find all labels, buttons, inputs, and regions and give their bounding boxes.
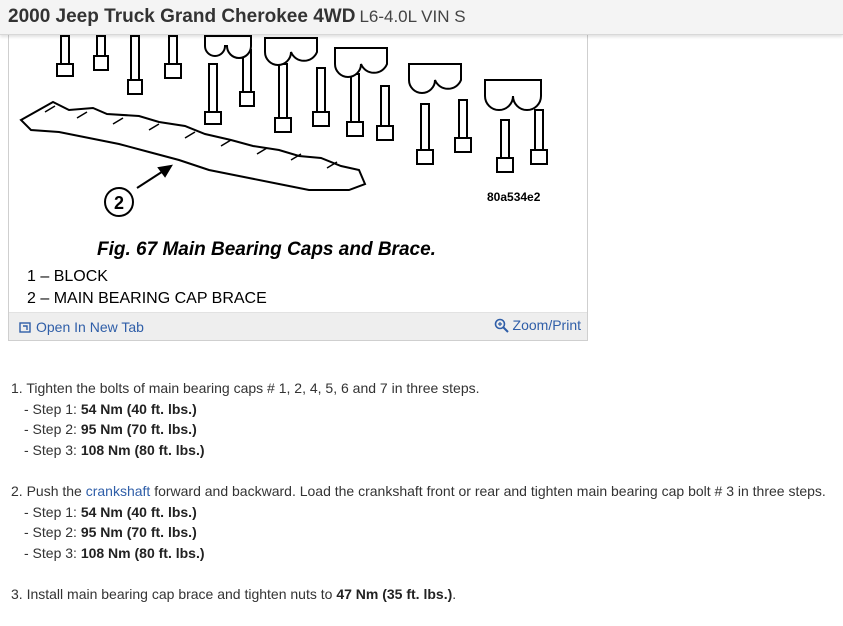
step-label: - Step 1: xyxy=(24,503,81,520)
torque-value: 54 Nm (40 ft. lbs.) xyxy=(80,400,197,417)
torque-value: 47 Nm (35 ft. lbs.) xyxy=(336,585,453,602)
figure-panel xyxy=(8,34,588,341)
step-2-intro xyxy=(11,481,841,502)
step-2-item xyxy=(11,502,841,523)
step-2-suffix: forward and backward. Load the crankshaft front or rear and tighten main bearing cap bolt # 3 in three steps. xyxy=(150,482,826,499)
step-label: - Step 1: xyxy=(24,400,81,417)
step-1-intro: 1. Tighten the bolts of main bearing caps # 1, 2, 4, 5, 6 and 7 in three steps. xyxy=(11,380,480,396)
engine-spec: L6-4.0L VIN S xyxy=(359,7,466,26)
page-header xyxy=(0,0,843,35)
torque-value: 108 Nm (80 ft. lbs.) xyxy=(80,441,205,458)
step-label: - Step 3: xyxy=(24,544,81,561)
external-link-icon xyxy=(19,321,32,334)
callout-number: 2 xyxy=(113,193,125,213)
figure-caption: Fig. 67 Main Bearing Caps and Brace. xyxy=(97,239,436,260)
bearing-cap-group xyxy=(205,36,541,110)
step-label: - Step 2: xyxy=(24,524,81,541)
step-2-item xyxy=(11,543,841,564)
zoom-print-link[interactable] xyxy=(494,317,581,333)
torque-value: 54 Nm (40 ft. lbs.) xyxy=(80,503,197,520)
magnifier-icon xyxy=(494,318,509,333)
open-in-new-tab-label: Open In New Tab xyxy=(36,319,144,335)
crankshaft-link[interactable]: crankshaft xyxy=(85,482,151,499)
step-3-prefix: 3. Install main bearing cap brace and tighten nuts to xyxy=(11,585,337,602)
step-2-prefix: 2. Push the xyxy=(11,482,86,499)
step-label: - Step 3: xyxy=(24,441,81,458)
zoom-print-label: Zoom/Print xyxy=(512,317,581,333)
step-1-item xyxy=(11,419,841,440)
procedure-steps xyxy=(11,378,841,605)
step-1-item xyxy=(11,440,841,461)
open-in-new-tab-link[interactable] xyxy=(19,319,144,335)
legend-item-brace: 2 – MAIN BEARING CAP BRACE xyxy=(27,290,267,307)
legend-item-block: 1 – BLOCK xyxy=(27,268,108,285)
step-1-item xyxy=(11,399,841,420)
step-3-intro xyxy=(11,584,841,605)
step-label: - Step 2: xyxy=(24,421,81,438)
vehicle-name: 2000 Jeep Truck Grand Cherokee 4WD xyxy=(8,6,356,27)
vehicle-title xyxy=(8,6,466,28)
torque-value: 95 Nm (70 ft. lbs.) xyxy=(80,421,197,438)
figure-toolbar xyxy=(9,312,587,341)
step-2-item xyxy=(11,522,841,543)
step-3-suffix: . xyxy=(452,585,457,602)
torque-value: 95 Nm (70 ft. lbs.) xyxy=(80,524,197,541)
figure-image-id: 80a534e2 xyxy=(487,190,541,204)
torque-value: 108 Nm (80 ft. lbs.) xyxy=(80,544,205,561)
